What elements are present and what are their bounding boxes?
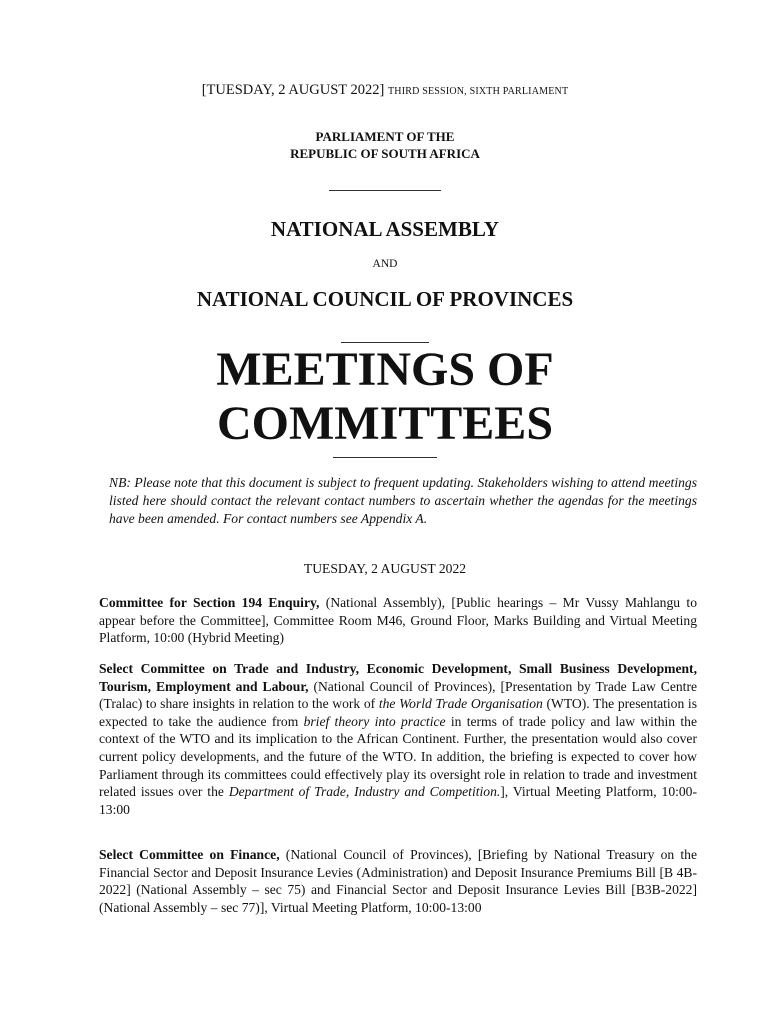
entry-text: ], Virtual Meeting Platform, 10:00-13:00 [99,784,698,817]
entry-text: (WTO). The presentation is expected to take the audience from [99,696,697,729]
notice-text: NB: Please note that this document is subject to frequent updating. Stakeholders wishing to attend meetings listed here should contact the relevant contact numbers to ascertain whether the agendas for the meetings have been amended. For contact numbers see Appendix A. [109,475,697,526]
header-session: THIRD SESSION, SIXTH PARLIAMENT [387,86,569,97]
entry-emphasis: brief theory into practice [303,713,446,729]
header-line [0,82,770,99]
header-date: [TUESDAY, 2 AUGUST 2022] [201,82,385,98]
committee-entry [99,660,697,818]
and-text: AND [372,258,398,270]
entry-text: (National Assembly), [Public hearings – Mr Vussy Mahlangu to appear before the Committee], Committee Room M46, Ground Floor, Marks Building and Virtual Meeting Platform, 10:00 (Hybrid Meeting) [99,595,697,646]
title-line-2: COMMITTEES [216,397,554,450]
title-line-1: MEETINGS OF [216,343,554,396]
committee-entry [99,594,697,647]
parliament-heading [0,128,770,162]
divider-rule [333,457,437,458]
national-assembly-heading: NATIONAL ASSEMBLY [270,217,500,241]
committee-name: Select Committee on Finance, [99,847,280,862]
day-heading: TUESDAY, 2 AUGUST 2022 [303,561,467,576]
page-title [0,343,770,451]
committee-name: Committee for Section 194 Enquiry, [99,595,320,610]
divider-rule [329,190,441,191]
parliament-line-2: REPUBLIC OF SOUTH AFRICA [290,146,480,161]
committee-entry [99,846,697,916]
committee-name: Select Committee on Trade and Industry, Economic Development, Small Business Development, Tourism, Employment and Labour, [99,661,697,694]
parliament-line-1: PARLIAMENT OF THE [315,129,455,144]
entry-text: in terms of trade policy and law within the context of the WTO and its implication to the African Continent. Further, the presentation would also cover current policy developments, and the future of the WTO. In addition, the briefing is expected to cover how Parliament through its committees could effectively play its oversight role in relation to trade and investment related issues over the [99,713,697,800]
entry-text: (National Council of Provinces), [Briefing by National Treasury on the Financial Sector and Deposit Insurance Levies (Administration) and Deposit Insurance Premiums Bill [B 4B-2022] (National Assembly – sec 75) and Financial Sector and Deposit Insurance Levies Bill [B3B-2022] (National Assembly – sec 77)], Virtual Meeting Platform, 10:00-13:00 [99,847,697,915]
entry-emphasis: Department of Trade, Industry and Competition. [228,784,501,800]
entry-text: (National Council of Provinces), [Presentation by Trade Law Centre (Tralac) to share insights in relation to the work of [99,678,698,712]
ncop-heading: NATIONAL COUNCIL OF PROVINCES [196,287,574,311]
entry-emphasis: the World Trade Organisation [378,696,543,712]
